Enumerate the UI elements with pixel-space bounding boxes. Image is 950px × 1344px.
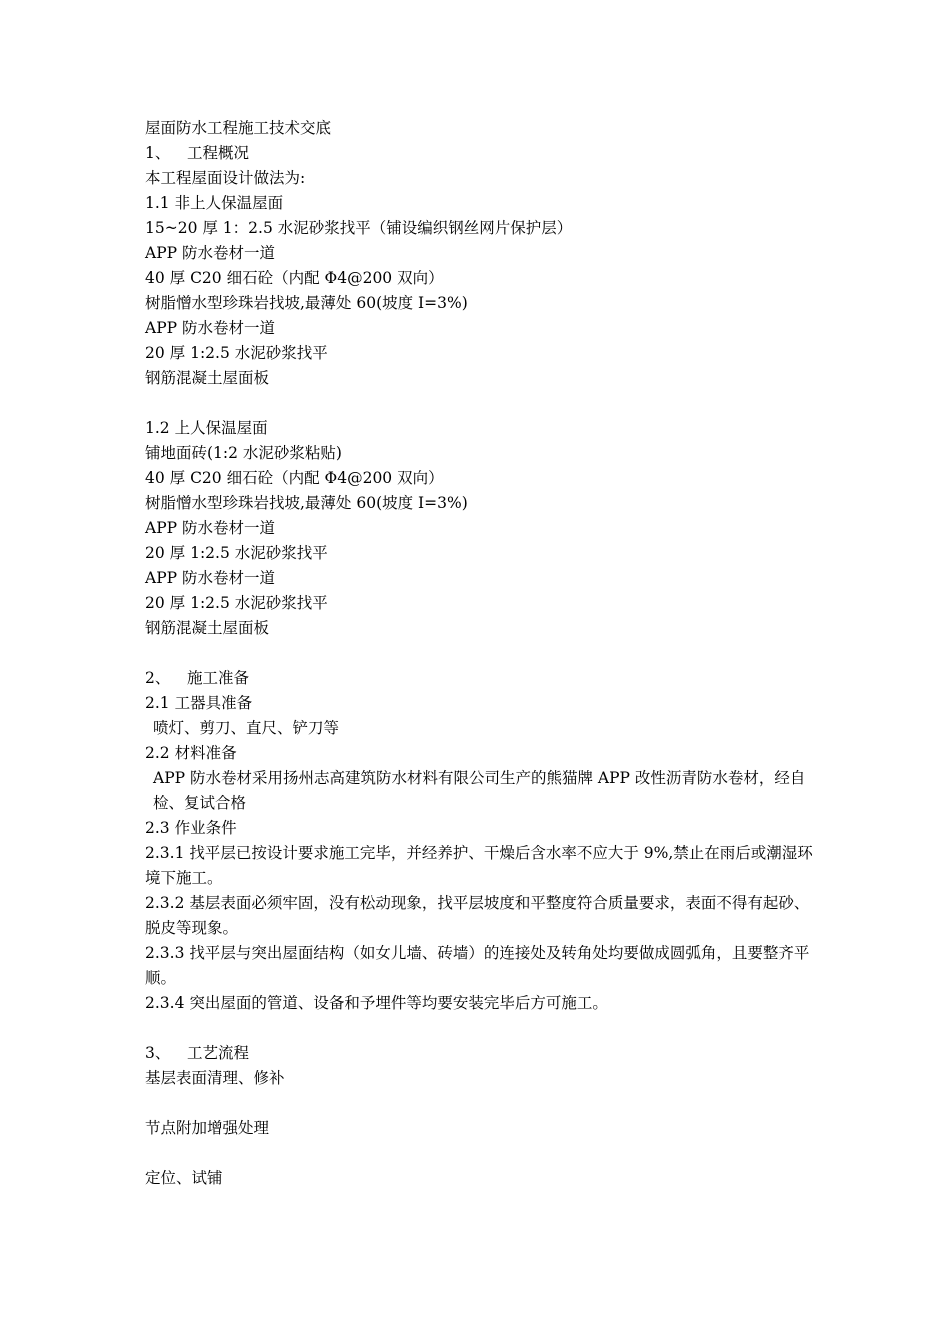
- process-step: 定位、试铺: [145, 1169, 223, 1187]
- section-2-number: 2、: [145, 669, 171, 687]
- condition-item: 2.3.3 找平层与突出屋面结构（如女儿墙、砖墙）的连接处及转角处均要做成圆弧角，且要整齐平顺。: [145, 944, 810, 987]
- layer-line: 钢筋混凝土屋面板: [145, 369, 270, 387]
- subsection-2-2-heading: 2.2 材料准备: [145, 744, 237, 762]
- section-1-heading: [145, 141, 813, 166]
- layer-line: 20 厚 1:2.5 水泥砂浆找平: [145, 544, 328, 562]
- blank-line: [145, 1091, 813, 1116]
- condition-item: 2.3.2 基层表面必须牢固，没有松动现象，找平层坡度和平整度符合质量要求，表面不得有起砂、脱皮等现象。: [145, 894, 810, 937]
- section-1-number: 1、: [145, 144, 171, 162]
- document-title: 屋面防水工程施工技术交底: [145, 119, 332, 137]
- layer-line: 铺地面砖(1:2 水泥砂浆粘贴): [145, 444, 342, 462]
- layer-line: APP 防水卷材一道: [145, 519, 275, 537]
- subsection-2-1-heading: 2.1 工器具准备: [145, 694, 253, 712]
- section-1-intro: 本工程屋面设计做法为:: [145, 169, 306, 187]
- section-2-title: 施工准备: [187, 669, 250, 687]
- document-page: [145, 116, 813, 1191]
- section-2-heading: [145, 666, 813, 691]
- materials-text: APP 防水卷材采用扬州志高建筑防水材料有限公司生产的熊猫牌 APP 改性沥青防水卷材，经自检、复试合格: [153, 769, 806, 812]
- subsection-1-2-heading: 1.2 上人保温屋面: [145, 419, 268, 437]
- process-step: 基层表面清理、修补: [145, 1069, 285, 1087]
- subsection-1-1-heading: 1.1 非上人保温屋面: [145, 194, 284, 212]
- layer-line: APP 防水卷材一道: [145, 244, 275, 262]
- layer-line: 钢筋混凝土屋面板: [145, 619, 270, 637]
- condition-item: 2.3.1 找平层已按设计要求施工完毕，并经养护、干燥后含水率不应大于 9%,禁止在雨后或潮湿环境下施工。: [145, 844, 813, 887]
- layer-line: 树脂憎水型珍珠岩找坡,最薄处 60(坡度 I=3%): [145, 494, 468, 512]
- blank-line: [145, 391, 813, 416]
- layer-line: 20 厚 1:2.5 水泥砂浆找平: [145, 344, 328, 362]
- blank-line: [145, 1141, 813, 1166]
- tools-text: 喷灯、剪刀、直尺、铲刀等: [153, 719, 340, 737]
- section-3-number: 3、: [145, 1044, 171, 1062]
- layer-line: 40 厚 C20 细石砼（内配 Φ4@200 双向）: [145, 469, 444, 487]
- layer-line: 树脂憎水型珍珠岩找坡,最薄处 60(坡度 I=3%): [145, 294, 468, 312]
- layer-line: APP 防水卷材一道: [145, 319, 275, 337]
- condition-item: 2.3.4 突出屋面的管道、设备和予埋件等均要安装完毕后方可施工。: [145, 994, 608, 1012]
- subsection-2-3-heading: 2.3 作业条件: [145, 819, 237, 837]
- section-3-title: 工艺流程: [187, 1044, 250, 1062]
- section-1-title: 工程概况: [187, 144, 250, 162]
- process-step: 节点附加增强处理: [145, 1119, 270, 1137]
- layer-line: 15~20 厚 1：2.5 水泥砂浆找平（铺设编织钢丝网片保护层）: [145, 219, 573, 237]
- section-3-heading: [145, 1041, 813, 1066]
- layer-line: APP 防水卷材一道: [145, 569, 275, 587]
- blank-line: [145, 1016, 813, 1041]
- blank-line: [145, 641, 813, 666]
- layer-line: 20 厚 1:2.5 水泥砂浆找平: [145, 594, 328, 612]
- layer-line: 40 厚 C20 细石砼（内配 Φ4@200 双向）: [145, 269, 444, 287]
